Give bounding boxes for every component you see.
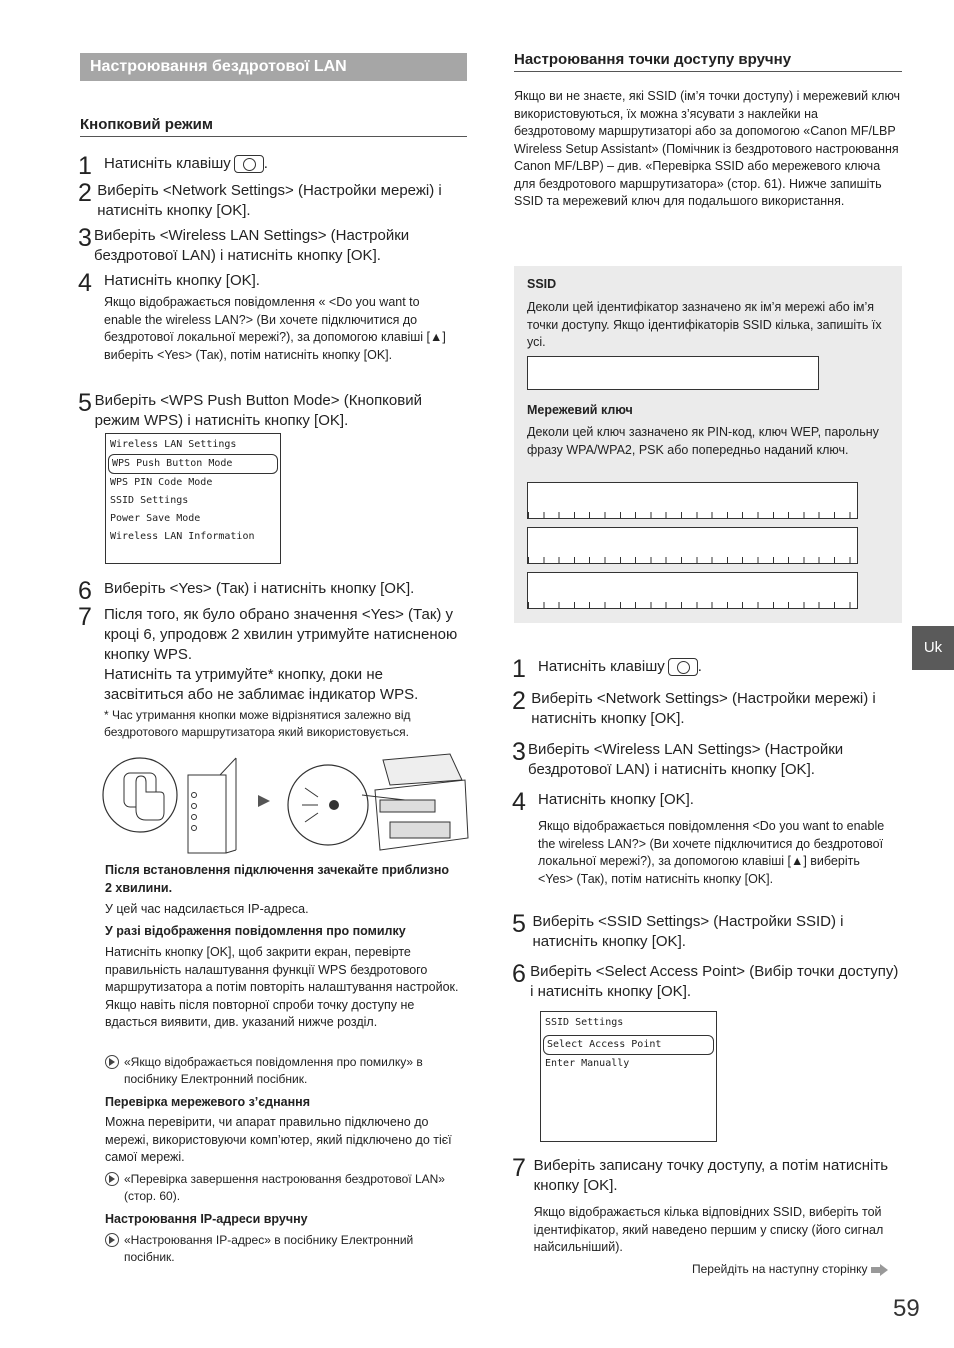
reference-arrow-icon — [105, 1233, 119, 1247]
step-text: Виберіть <WPS Push Button Mode> (Кнопковий режим WPS) і натисніть кнопку [OK]. — [94, 392, 422, 429]
lcd-ssid-settings — [540, 1011, 717, 1142]
lcd-title: Wireless LAN Settings — [110, 439, 237, 450]
step-text: Натисніть кнопку [OK]. — [104, 272, 260, 289]
lcd-item: Power Save Mode — [110, 513, 201, 524]
check-reference: «Перевірка завершення настроювання бездротової LAN» (стор. 60). — [105, 1171, 465, 1205]
lcd-wireless-lan-settings — [105, 433, 281, 564]
ssid-label: SSID — [527, 277, 557, 291]
right-step-3: 3 Виберіть <Wireless LAN Settings> (Настройки бездротової LAN) і натисніть кнопку [OK]. — [512, 740, 902, 780]
step-text: Виберіть <Select Access Point> (Вибір точки доступу) і натисніть кнопку [OK]. — [530, 963, 899, 1000]
menu-key-icon — [668, 658, 698, 676]
step-text: Виберіть <Wireless LAN Settings> (Настройки бездротової LAN) і натисніть кнопку [OK]. — [528, 741, 844, 778]
error-text: Натисніть кнопку [OK], щоб закрити екран, перевірте правильність налаштування функції WPS бездротового маршрутизатора а потім повторіть налаштування настройок. Якщо навіть після повторної спроби точку доступу не вдасться виявити, див. указаний нижче розділ. — [105, 945, 459, 1029]
step-text: Виберіть <Wireless LAN Settings> (Настройки бездротової LAN) і натисніть кнопку [OK]. — [94, 227, 410, 264]
step-text: Виберіть <Network Settings> (Настройки мережі) і натисніть кнопку [OK]. — [97, 182, 442, 219]
lcd-item: Wireless LAN Information — [110, 531, 255, 542]
error-title: У разі відображення повідомлення про помилку — [105, 924, 406, 938]
network-key-field-3[interactable] — [527, 572, 858, 609]
record-box — [514, 266, 902, 623]
left-step-5: 5 Виберіть <WPS Push Button Mode> (Кнопковий режим WPS) і натисніть кнопку [OK]. — [78, 391, 468, 431]
reference-arrow-icon — [105, 1172, 119, 1186]
network-key-field-1[interactable] — [527, 482, 858, 519]
lcd-title: SSID Settings — [545, 1017, 624, 1028]
step-note: Якщо відображається кілька відповідних SSID, виберіть той ідентифікатор, який наведено першим у списку (його сигнал найсильніший). — [533, 1205, 884, 1254]
check-title: Перевірка мережевого з’єднання — [105, 1095, 310, 1109]
left-step-6: 6 Виберіть <Yes> (Так) і натисніть кнопку [OK]. — [78, 577, 415, 605]
network-key-label: Мережевий ключ — [527, 403, 633, 417]
footnote: * Час утримання кнопки може відрізнятися залежно від бездротового маршрутизатора який використовується. — [104, 708, 411, 739]
right-step-6: 6 Виберіть <Select Access Point> (Вибір точки доступу) і натисніть кнопку [OK]. — [512, 962, 902, 1002]
left-step-7: 7 Після того, як було обрано значення <Yes> (Так) у кроці 6, упродовж 2 хвилин утримуйте натисненою кнопку WPS. Натисніть та утримуйте* кнопку, доки не засвітиться або не заблимає індикатор WPS. — [78, 605, 468, 705]
error-reference: «Якщо відображається повідомлення про помилку» в посібнику Електронний посібник. — [105, 1054, 465, 1088]
step-note: Якщо відображається повідомлення « <Do you want to enable the wireless LAN?> (Ви хочете підключитися до бездротової локальної мережі?), за допомогою клавіші [▲] виберіть <Yes> (Так), потім натисніть кнопку [OK]. — [104, 295, 446, 362]
language-tab: Uk — [912, 626, 954, 670]
network-key-field-2[interactable] — [527, 527, 858, 564]
step-text: Після того, як було обрано значення <Yes> (Так) у кроці 6, упродовж 2 хвилин утримуйте натисненою кнопку WPS. — [104, 606, 458, 663]
ip-title: Настроювання IP-адреси вручну — [105, 1212, 308, 1226]
next-page-link[interactable]: Перейдіть на наступну сторінку — [692, 1261, 889, 1278]
check-text: Можна перевірити, чи апарат правильно підключено до мережі, використовуючи комп’ютер, який підключено до тієї самої мережі. — [105, 1115, 452, 1164]
after-connect-text: У цей час надсилається IP-адреса. — [105, 902, 309, 916]
step-text: Натисніть клавішу — [538, 658, 665, 675]
step-text: Виберіть записану точку доступу, а потім натисніть кнопку [OK]. — [533, 1157, 889, 1194]
right-step-1: 1 Натисніть клавішу . — [512, 655, 702, 683]
step-text: Виберіть <Network Settings> (Настройки мережі) і натисніть кнопку [OK]. — [531, 690, 876, 727]
left-step-4: 4 Натисніть кнопку [OK]. Якщо відображається повідомлення « <Do you want to enable the wireless LAN?> (Ви хочете підключитися до бездротової локальної мережі?), за допомогою клавіші [▲] виберіть <Yes> (Так), потім натисніть кнопку [OK]. — [78, 271, 468, 364]
section-title: Настроювання бездротової LAN — [80, 53, 467, 81]
right-step-7: 7 Виберіть записану точку доступу, а потім натисніть кнопку [OK]. Якщо відображається кілька відповідних SSID, виберіть той ідентифікатор, який наведено першим у списку (його сигнал найсильніший). — [512, 1156, 902, 1257]
ip-reference: «Настроювання IP-адрес» в посібнику Електронний посібник. — [105, 1232, 465, 1266]
right-step-5: 5 Виберіть <SSID Settings> (Настройки SSID) і натисніть кнопку [OK]. — [512, 912, 902, 952]
step-text: Натисніть кнопку [OK]. — [538, 791, 694, 808]
intro-text: Якщо ви не знаєте, які SSID (ім’я точки доступу) і мережевий ключ використовуються, їх можна з’ясувати з наклейки на бездротовому маршрутизаторі або за допомогою «Canon MF/LBP Wireless Setup Assistant» (Помічник із бездротового настроювання Canon MF/LBP) – див. «Перевірка SSID або мережевого ключа для бездротового маршрутизатора» (стор. 61). Нижче запишіть SSID та мережевий ключ для подальшого використання. — [514, 89, 901, 208]
arrow-right-icon — [871, 1264, 889, 1276]
network-key-description: Деколи цей ключ зазначено як PIN-код, ключ WEP, парольну фразу WPA/WPA2, PSK або попередньо наданий ключ. — [527, 425, 879, 457]
step-text: Виберіть <Yes> (Так) і натисніть кнопку [OK]. — [104, 580, 415, 597]
lcd-item-selected: Select Access Point — [543, 1035, 714, 1055]
subheading-push-button: Кнопковий режим — [80, 116, 467, 137]
lcd-item: Enter Manually — [545, 1058, 630, 1069]
step-note: Якщо відображається повідомлення <Do you want to enable the wireless LAN?> (Ви хочете підключитися до бездротової локальної мережі?), за допомогою клавіші [▲] виберіть <Yes> (Так), потім натисніть кнопку [OK]. — [538, 819, 885, 886]
step-text: Натисніть клавішу — [104, 155, 231, 172]
ssid-description: Деколи цей ідентифікатор зазначено як ім’я мережі або ім’я точки доступу. Якщо ідентифікаторів SSID кілька, запишіть їх усі. — [527, 300, 882, 349]
left-step-2: 2 Виберіть <Network Settings> (Настройки мережі) і натисніть кнопку [OK]. — [78, 181, 468, 221]
lcd-item-selected: WPS Push Button Mode — [108, 454, 278, 474]
lcd-item: WPS PIN Code Mode — [110, 477, 213, 488]
lcd-item: SSID Settings — [110, 495, 189, 506]
step-text-2: Натисніть та утримуйте* кнопку, доки не засвітиться або не заблимає індикатор WPS. — [104, 666, 419, 703]
reference-arrow-icon — [105, 1055, 119, 1069]
after-connect-title: Після встановлення підключення зачекайте приблизно 2 хвилини. — [105, 863, 450, 895]
ssid-write-field[interactable] — [527, 356, 819, 390]
menu-key-icon — [234, 155, 264, 173]
manual-setup-heading: Настроювання точки доступу вручну — [514, 51, 902, 72]
left-step-1: 1 Натисніть клавішу . — [78, 152, 268, 180]
right-step-2: 2 Виберіть <Network Settings> (Настройки мережі) і натисніть кнопку [OK]. — [512, 689, 902, 729]
step-text: Виберіть <SSID Settings> (Настройки SSID) і натисніть кнопку [OK]. — [532, 913, 844, 950]
page-number: 59 — [893, 1295, 920, 1322]
right-step-4: 4 Натисніть кнопку [OK]. Якщо відображається повідомлення <Do you want to enable the wireless LAN?> (Ви хочете підключитися до бездротової локальної мережі?), за допомогою клавіші [▲] виберіть <Yes> (Так), потім натисніть кнопку [OK]. — [512, 790, 902, 888]
step-number: 1 — [78, 152, 92, 180]
wps-illustration — [100, 750, 470, 858]
left-step-3: 3 Виберіть <Wireless LAN Settings> (Настройки бездротової LAN) і натисніть кнопку [OK]. — [78, 226, 468, 266]
